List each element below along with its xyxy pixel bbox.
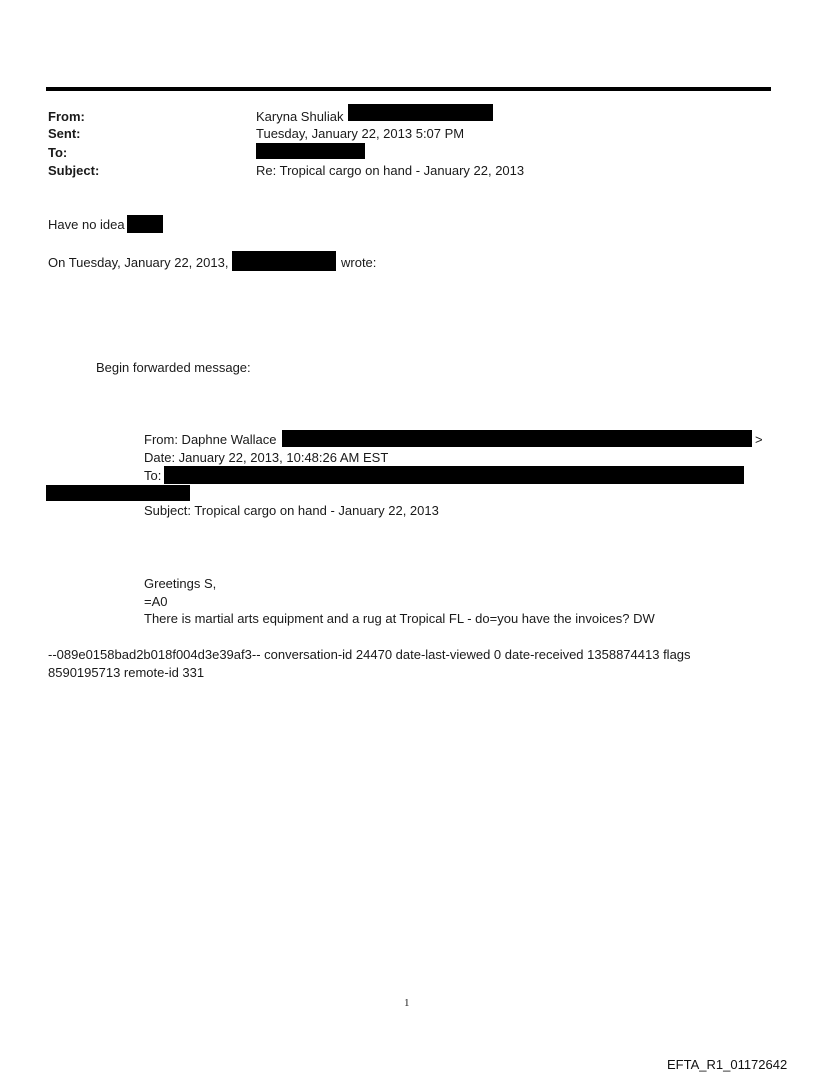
redaction-from-email: [348, 104, 493, 121]
redaction-reply: [127, 215, 163, 233]
fwd-to: To:: [144, 468, 162, 483]
fwd-from: From: Daphne Wallace: [144, 432, 277, 447]
subject-label: Subject:: [48, 163, 100, 178]
from-value: Karyna Shuliak: [256, 109, 344, 124]
subject-value: Re: Tropical cargo on hand - January 22, 2013: [256, 163, 525, 178]
redaction-fwd-to: [164, 466, 744, 484]
fwd-from-close: >: [755, 432, 763, 447]
fwd-date: Date: January 22, 2013, 10:48:26 AM EST: [144, 450, 389, 465]
fwd-subject: Subject: Tropical cargo on hand - January 22, 2013: [144, 503, 439, 518]
metadata-line-1: --089e0158bad2b018f004d3e39af3-- conversation-id 24470 date-last-viewed 0 date-received 1358874413 flags: [48, 647, 691, 662]
redaction-sender: [232, 251, 336, 271]
redaction-fwd-from-email: [282, 430, 752, 447]
sent-value: Tuesday, January 22, 2013 5:07 PM: [256, 126, 465, 141]
encoding-artifact: =A0: [144, 594, 168, 609]
on-date-suffix: wrote:: [341, 255, 377, 270]
header-rule: [46, 87, 771, 91]
greeting: Greetings S,: [144, 576, 217, 591]
to-label: To:: [48, 145, 68, 160]
redaction-to: [256, 143, 365, 159]
sent-label: Sent:: [48, 126, 81, 141]
reply-text: Have no idea: [48, 217, 125, 232]
begin-forwarded: Begin forwarded message:: [96, 360, 251, 375]
message-text: There is martial arts equipment and a rug at Tropical FL - do=you have the invoices? DW: [144, 611, 655, 626]
page-number: 1: [404, 997, 410, 1009]
redaction-fwd-to-cont: [46, 485, 190, 501]
on-date-prefix: On Tuesday, January 22, 2013,: [48, 255, 229, 270]
document-id: EFTA_R1_01172642: [667, 1057, 788, 1072]
from-label: From:: [48, 109, 85, 124]
metadata-line-2: 8590195713 remote-id 331: [48, 665, 205, 680]
